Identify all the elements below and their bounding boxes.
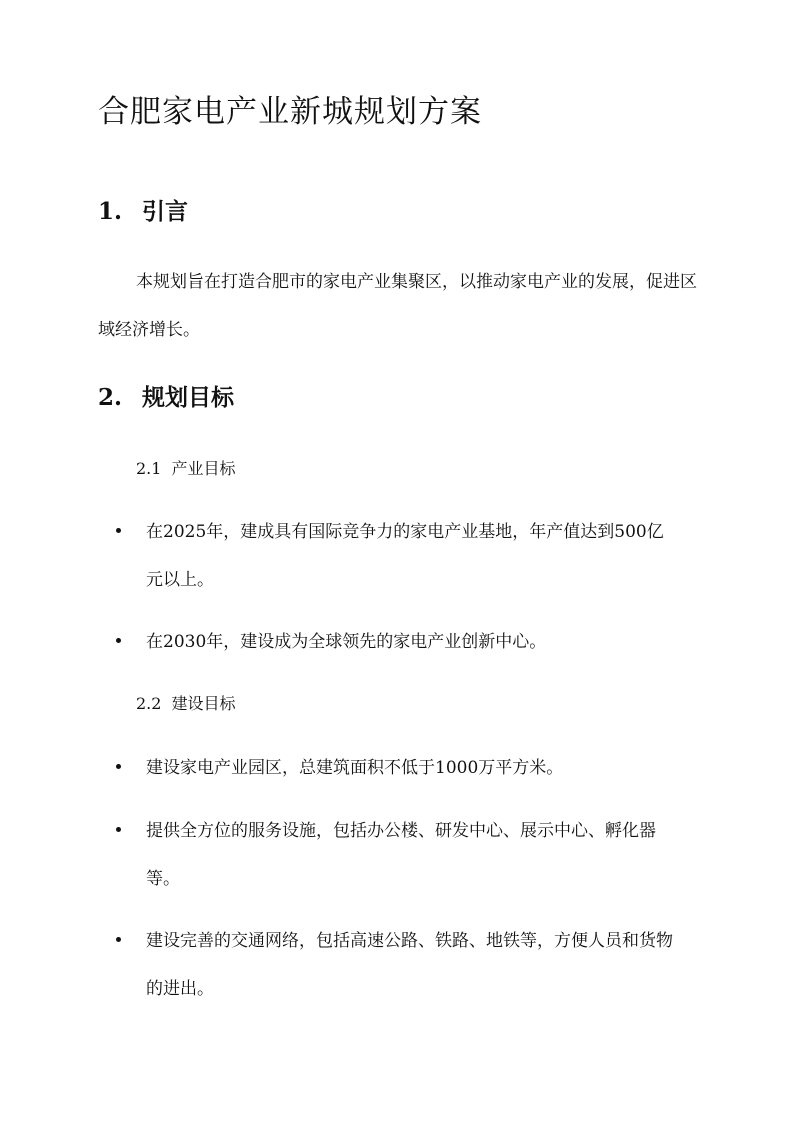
- section-number: 2.: [98, 384, 123, 411]
- list-item-text: 提供全方位的服务设施，包括办公楼、研发中心、展示中心、孵化器等。: [146, 821, 656, 889]
- bullet-icon: [116, 638, 121, 643]
- subsection-number: 2.2: [136, 694, 162, 713]
- section-title: 引言: [142, 198, 188, 225]
- subsection-title: 建设目标: [171, 694, 236, 713]
- subsection-number: 2.1: [136, 459, 162, 478]
- bullet-icon: [116, 528, 121, 533]
- section-number: 1.: [98, 198, 123, 225]
- bullet-icon: [116, 937, 121, 942]
- list-item-text: 在2030年，建设成为全球领先的家电产业创新中心。: [146, 632, 547, 652]
- introduction-paragraph: 本规划旨在打造合肥市的家电产业集聚区，以推动家电产业的发展，促进区域经济增长。: [98, 272, 697, 340]
- bullet-icon: [116, 827, 121, 832]
- subsection-heading-construction-goals: [136, 694, 235, 713]
- list-item: [116, 807, 676, 903]
- subsection-title: 产业目标: [171, 459, 236, 478]
- list-item: [116, 618, 676, 666]
- list-item: [116, 744, 676, 792]
- section-title: 规划目标: [142, 384, 234, 411]
- list-item: [116, 917, 676, 1013]
- subsection-heading-industry-goals: [136, 459, 235, 478]
- list-item-text: 建设家电产业园区，总建筑面积不低于1000万平方米。: [146, 758, 564, 778]
- bullet-icon: [116, 764, 121, 769]
- list-item: [116, 508, 676, 604]
- document-title: 合肥家电产业新城规划方案: [98, 94, 482, 130]
- section-heading-goals: [98, 384, 234, 412]
- list-item-text: 在2025年，建成具有国际竞争力的家电产业基地，年产值达到500亿元以上。: [146, 522, 664, 590]
- list-item-text: 建设完善的交通网络，包括高速公路、铁路、地铁等，方便人员和货物的进出。: [146, 931, 673, 999]
- section-heading-introduction: [98, 198, 188, 226]
